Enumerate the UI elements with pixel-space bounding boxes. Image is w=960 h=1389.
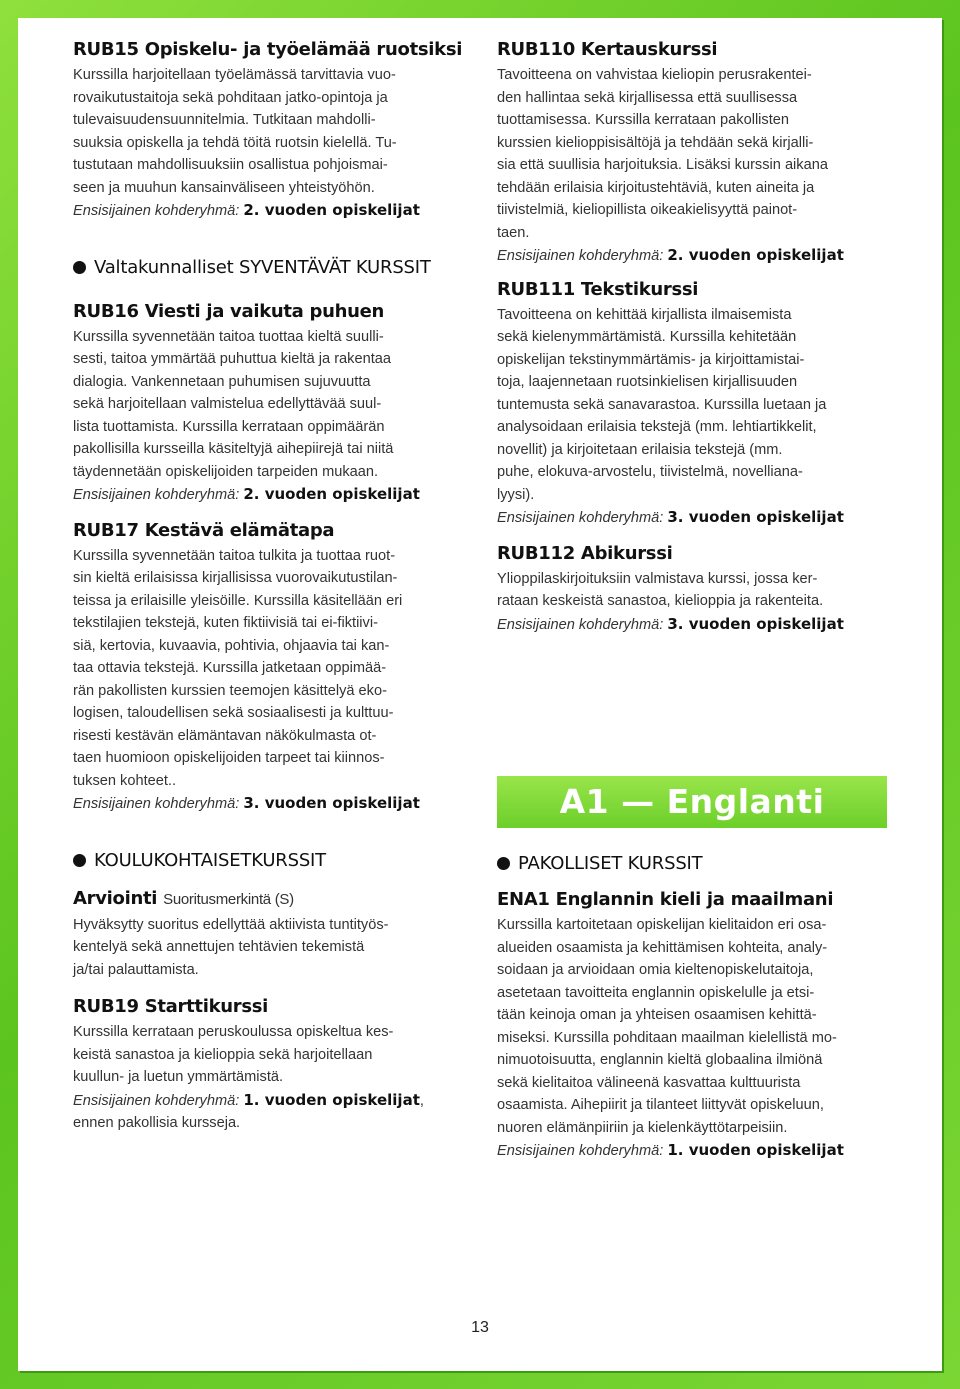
text-line: taen. [497,224,530,241]
course-rub110 [497,38,887,268]
text-line: Kurssilla syvennetään taitoa tuottaa kieltä suulli- [73,328,384,345]
text-line: Tavoitteena on vahvistaa kieliopin perusrakentei- [497,67,812,83]
left-column [73,38,483,1135]
text-line: sekä kielenymmärtämistä. Kurssilla kehitetään [497,329,797,345]
right-column-lower [497,853,887,1163]
text-line: puhe, elokuva-arvostelu, tiivistelmä, novelliana- [497,464,803,480]
text-line: Kurssilla syvennetään taitoa tulkita ja tuottaa ruot- [73,547,396,564]
text-line: seen ja muuhun kansainväliseen yhteistyöhön. [73,179,375,196]
text-line: rän pakollisten kurssien teemojen käsittelyä eko- [73,682,387,699]
target-value: 3. vuoden opiskelijat [667,614,844,633]
text-line: dialogia. Vankennetaan puhumisen sujuvuutta [73,373,371,390]
course-description [73,914,483,982]
target-label: Ensisijainen kohderyhmä: [73,1092,240,1109]
course-rub19 [73,995,483,1135]
target-group [497,244,887,268]
text-line: taen huomioon opiskelijoiden tarpeet tai kiinnos- [73,750,385,766]
arviointi-subtitle: Suoritusmerkintä (S) [163,890,294,908]
course-arviointi [73,887,483,982]
target-value: 3. vuoden opiskelijat [667,508,844,526]
text-line: tustutaan mahdollisuuksiin osallistua pohjoismai- [73,157,388,173]
course-title: RUB112 Abikurssi [497,542,673,564]
target-label: Ensisijainen kohderyhmä: [497,510,664,526]
target-label: Ensisijainen kohderyhmä: [497,616,664,633]
target-group [497,613,887,637]
text-line: rovaikutustaitoja sekä pohditaan jatko-opintoja ja [73,89,388,106]
text-line: teissa ja erilaisille yleisöille. Kurssilla käsitellään eri [73,592,403,609]
target-label: Ensisijainen kohderyhmä: [497,1143,664,1159]
target-label: Ensisijainen kohderyhmä: [73,487,240,503]
target-value: 1. vuoden opiskelijat [243,1090,420,1109]
course-description [497,568,887,613]
text-line: tuksen kohteet.. [73,772,177,789]
text-line: tiivistelmiä, kieliopillista oikeakielisyyttä painot- [497,202,798,218]
text-line: tehdään erilaisia kirjoitustehtäviä, kuten aineita ja [497,179,815,196]
text-line: miseksi. Kurssilla pohditaan maailman kielellistä mo- [497,1029,837,1046]
language-banner [497,776,887,828]
text-line: sin kieltä erilaisissa kirjallisissa vuorovaikutustilan- [73,570,398,586]
text-line: tuntemusta sekä sanavarastoa. Kurssilla luetaan ja [497,396,827,413]
course-rub111 [497,278,887,530]
text-line: nuoren elämänpiiriin ja kielenkäyttötarpeisiin. [497,1119,788,1136]
text-line: kurssien kielioppisisältöjä ja tehdään sekä kirjalli- [497,134,814,151]
target-value: 2. vuoden opiskelijat [243,201,420,219]
text-line: soidaan ja arvioidaan omia kieltenopiskelutaitoja, [497,962,814,978]
text-line: analysoidaan erilaisia tekstejä (mm. lehtiartikkelit, [497,419,817,435]
arviointi-title: Arviointi [73,887,158,909]
target-group [73,792,483,816]
text-line: logisen, taloudellisen sekä sosiaalisesti ja kulttuu- [73,705,394,721]
course-title: ENA1 Englannin kieli ja maailmani [497,889,834,910]
text-line: Ylioppilaskirjoituksiin valmistava kurssi, jossa ker- [497,570,818,587]
course-title: RUB17 Kestävä elämätapa [73,519,335,541]
text-line: lista tuottamista. Kurssilla kerrataan oppimäärän [73,418,385,435]
section-heading-text: KOULUKOHTAISETKURSSIT [94,849,326,871]
text-line: sekä harjoitellaan valmistelua edellyttävää suul- [73,396,382,412]
target-extra: ennen pakollisia kursseja. [73,1115,241,1131]
target-group [497,1139,887,1163]
course-ena1 [497,888,887,1163]
target-group [497,506,887,530]
text-line: tuottamisessa. Kurssilla kerrataan pakollisten [497,112,790,128]
course-description [497,914,887,1139]
target-label: Ensisijainen kohderyhmä: [73,796,240,812]
text-line: keistä sanastoa ja kielioppia sekä harjoitellaan [73,1046,373,1063]
text-line: asetetaan tavoitteita englannin opiskelulle ja etsi- [497,984,815,1001]
target-value: 2. vuoden opiskelijat [667,246,844,264]
bullet-icon [73,854,86,867]
course-title: RUB111 Tekstikurssi [497,278,699,300]
text-line: rataan keskeistä sanastoa, kielioppia ja rakenteita. [497,593,824,609]
target-value: 3. vuoden opiskelijat [243,794,420,812]
course-rub17 [73,519,483,816]
banner-title: A1 — Englanti [559,782,825,821]
course-rub15 [73,38,483,223]
section-heading-text: Valtakunnalliset SYVENTÄVÄT KURSSIT [94,256,431,278]
target-value: 1. vuoden opiskelijat [667,1141,844,1159]
text-line: pakollisilla kursseilla käsiteltyjä aihepiirejä tai niitä [73,441,394,457]
text-line: sesti, taitoa ymmärtää puhuttua kieltä ja rakentaa [73,351,391,367]
text-line: taa ottavia tekstejä. Kurssilla jatketaan oppimää- [73,660,387,676]
text-line: risesti kestävän elämäntavan näkökulmasta ot- [73,727,377,744]
target-group [73,1089,483,1113]
text-line: sia että suullisia harjoituksia. Lisäksi kurssin aikana [497,157,828,173]
course-rub16 [73,300,483,507]
section-heading-text: PAKOLLISET KURSSIT [518,853,703,874]
section-heading-syventavat [73,257,483,278]
text-line: tään keinoja oman ja yhteisen osaamisen kehittä- [497,1007,817,1023]
section-heading-pakolliset [497,853,887,874]
text-line: kuullun- ja luetun ymmärtämistä. [73,1069,284,1085]
text-line: suuksia opiskella ja tehdä töitä ruotsin kielellä. Tu- [73,134,397,151]
text-line: ja/tai palauttamista. [73,961,199,978]
bullet-icon [497,857,510,870]
text-line: tekstilajien tekstejä, kuten fiktiivisiä tai ei-fiktiivi- [73,615,378,631]
right-column [497,38,887,636]
section-heading-koulukohtaiset [73,850,483,871]
course-title [73,887,483,912]
text-line: osaamista. Aihepiirit ja tilanteet liittyvät opiskeluun, [497,1097,824,1113]
text-line: Kurssilla kartoitetaan opiskelijan kielitaidon eri osa- [497,917,827,933]
target-label: Ensisijainen kohderyhmä: [497,248,664,264]
bullet-icon [73,261,86,274]
target-value: 2. vuoden opiskelijat [243,485,420,503]
course-rub112 [497,542,887,637]
target-suffix: , [419,1092,424,1109]
text-line: täydennetään opiskelijoiden tarpeiden mukaan. [73,463,379,480]
text-line: sekä kielitaitoa välineenä kasvattaa kulttuurista [497,1074,801,1091]
text-line: Kurssilla harjoitellaan työelämässä tarvittavia vuo- [73,67,396,83]
text-line: nimuotoisuutta, englannin kieltä globaalina ilmiönä [497,1052,823,1068]
page-number: 13 [471,1319,489,1336]
text-line: Kurssilla kerrataan peruskoulussa opiskeltua kes- [73,1024,394,1040]
course-title: RUB15 Opiskelu- ja työelämää ruotsiksi [73,39,463,60]
text-line: kentelyä sekä annettujen tehtävien tekemistä [73,939,365,955]
text-line: tulevaisuudensuunnitelmia. Tutkitaan mahdolli- [73,112,376,128]
course-description [497,64,887,244]
target-label: Ensisijainen kohderyhmä: [73,203,240,219]
text-line: lyysi). [497,486,535,503]
course-description [73,326,483,484]
course-title: RUB110 Kertauskurssi [497,39,718,60]
text-line: alueiden osaamista ja kehittämisen kohteita, analy- [497,939,828,956]
course-title: RUB16 Viesti ja vaikuta puhuen [73,300,385,322]
text-line: novellit) ja kirjoitetaan erilaisia tekstejä (mm. [497,441,783,458]
target-group [73,483,483,507]
text-line: Tavoitteena on kehittää kirjallista ilmaisemista [497,306,792,323]
text-line: Hyväksytty suoritus edellyttää aktiivista tuntityös- [73,916,389,933]
course-description [73,1021,483,1089]
text-line: siä, kertovia, kuvaavia, pohtivia, ohjaavia tai kan- [73,637,390,654]
text-line: den hallintaa sekä kirjallisessa että suullisessa [497,89,798,106]
text-line: opiskelijan tekstinymmärtämis- ja kirjoittamistai- [497,351,805,368]
course-description [73,64,483,199]
course-description [497,304,887,507]
course-description [73,545,483,793]
text-line: toja, laajennetaan ruotsinkielisen kirjallisuuden [497,374,798,390]
course-title: RUB19 Starttikurssi [73,996,269,1017]
target-group [73,199,483,223]
